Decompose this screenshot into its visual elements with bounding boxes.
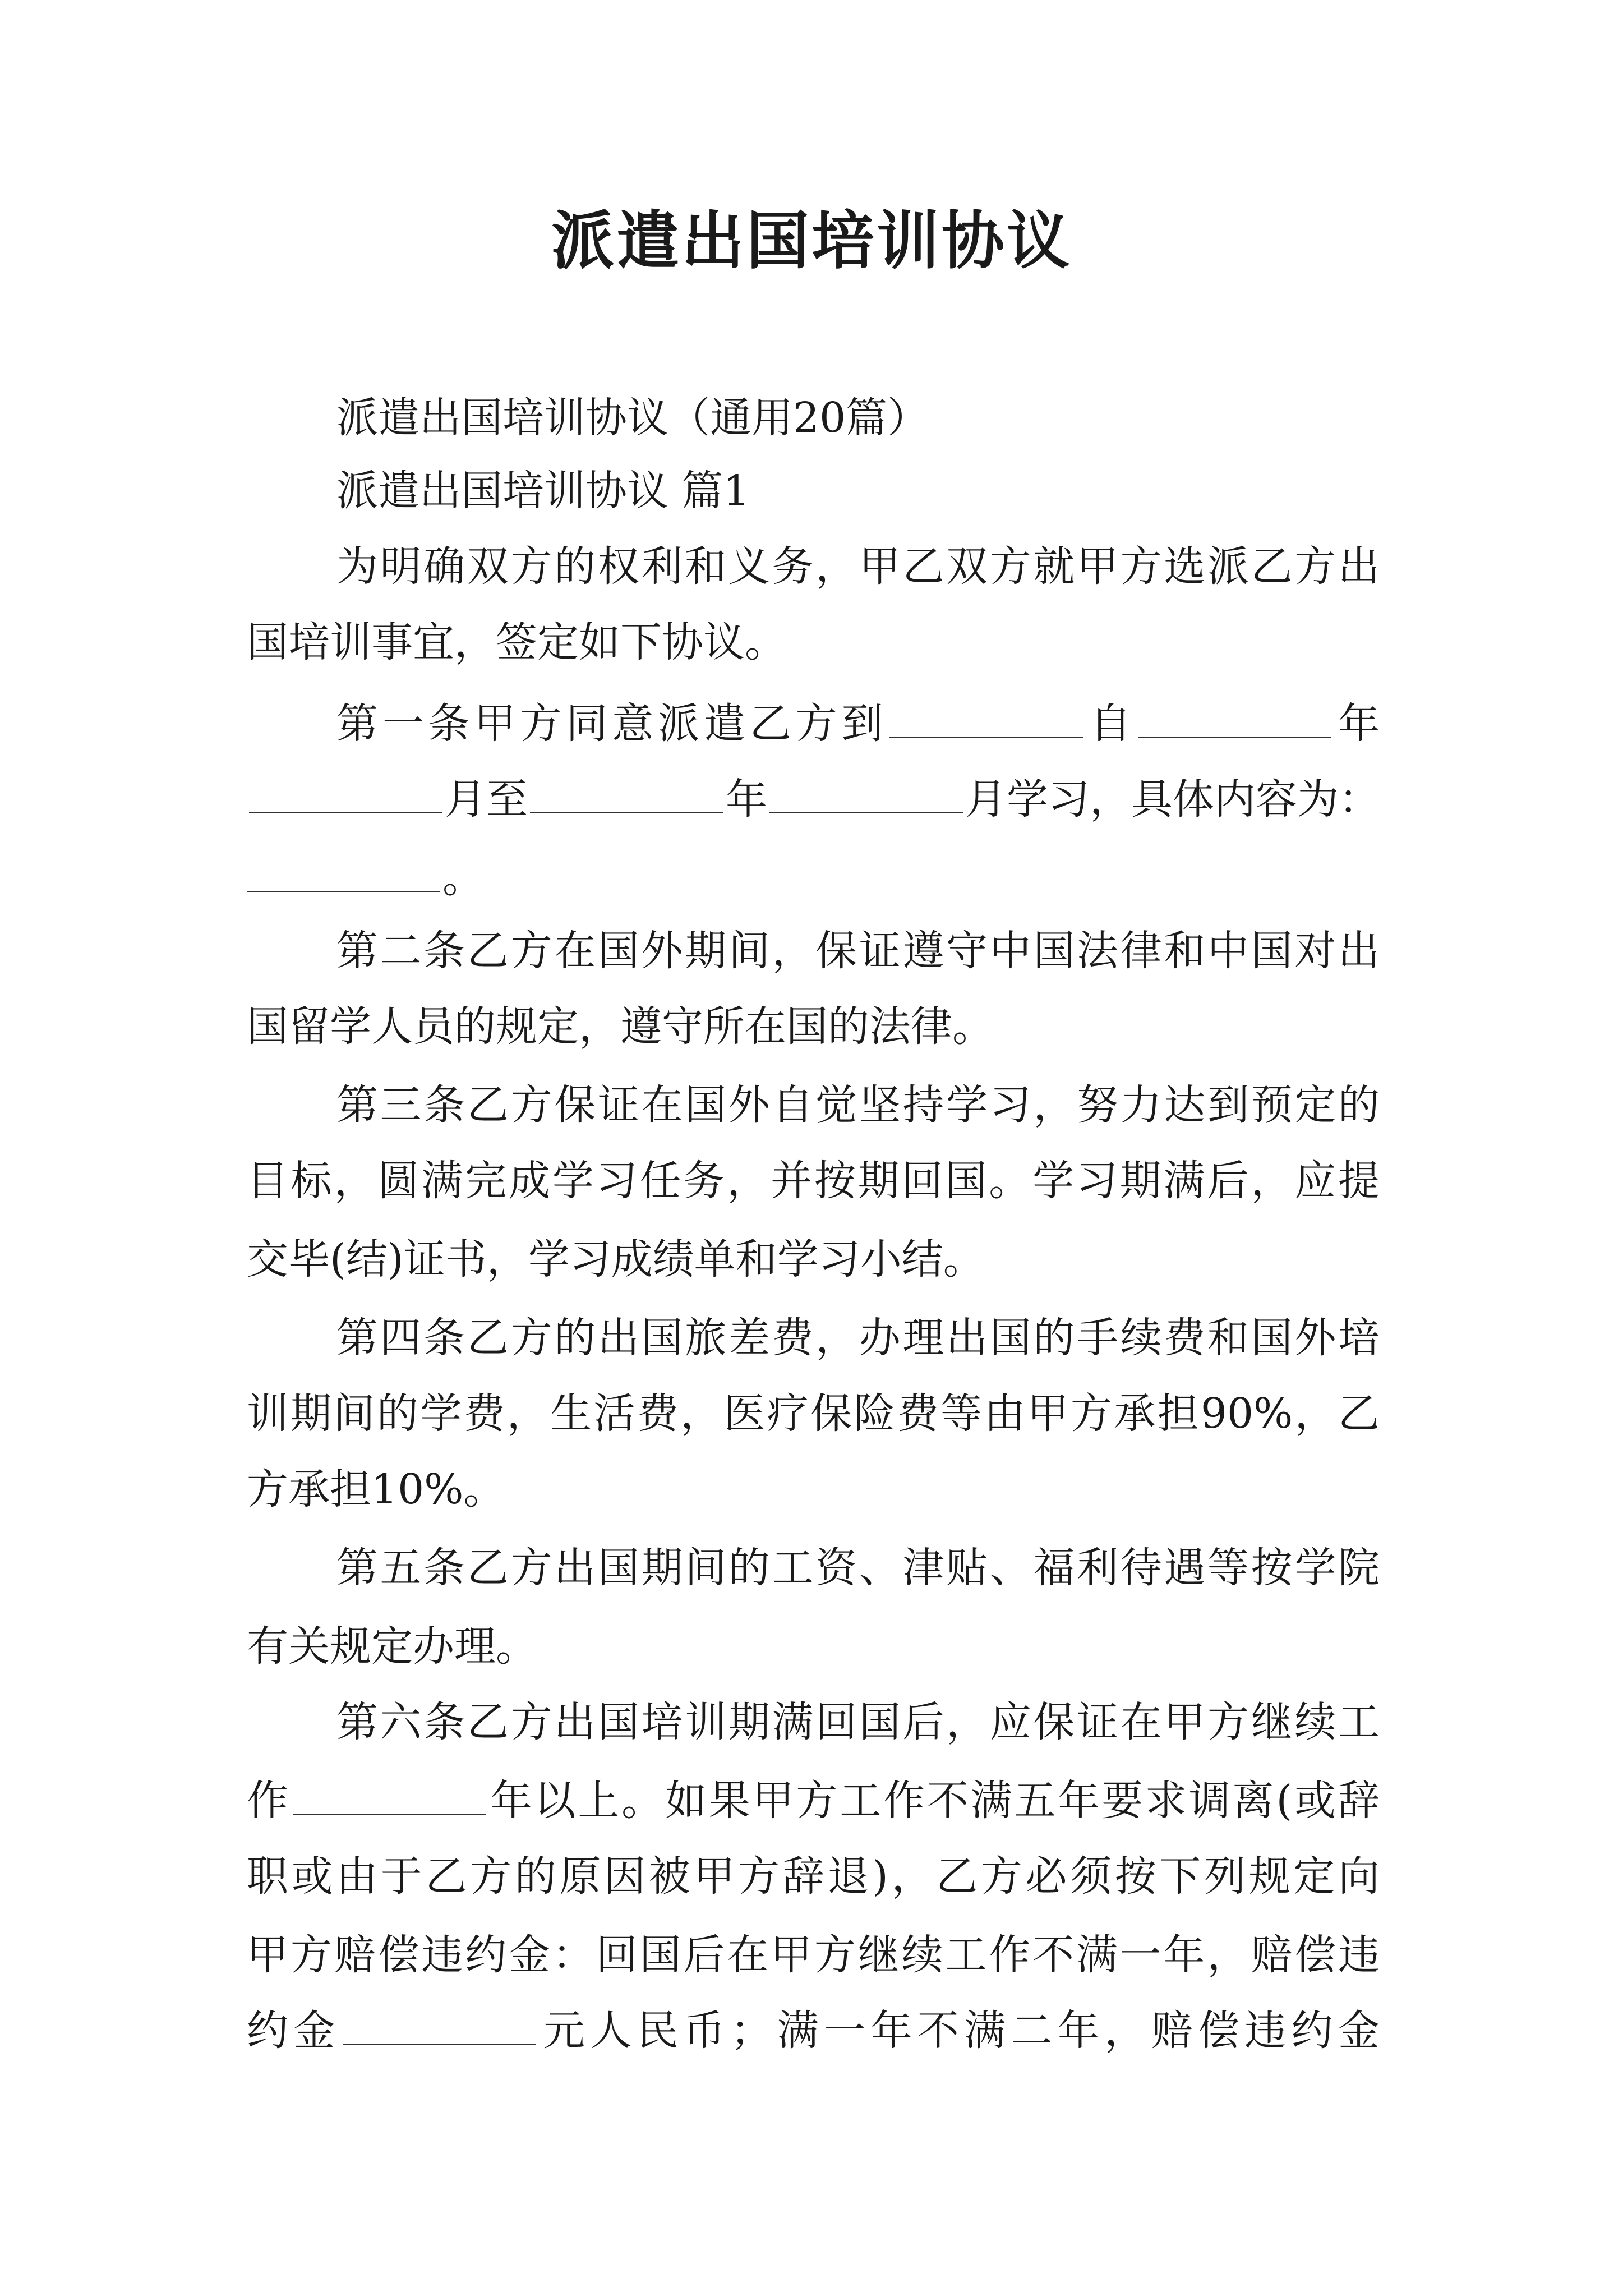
article-3-line-1: 第三条乙方保证在国外自觉坚持学习，努力达到预定的 — [336, 1081, 1380, 1129]
article-1-text-g: 。 — [442, 854, 484, 902]
article-6-text-a: 作 — [247, 1777, 291, 1825]
document-title: 派遣出国培训协议 — [551, 204, 1072, 278]
article-6-line-3: 职或由于乙方的原因被甲方辞退)，乙方必须按下列规定向 — [247, 1852, 1380, 1901]
article-1-text-d: 月至 — [445, 775, 528, 823]
article-6-text-c: 约金 — [247, 2007, 340, 2055]
fill-blank-start-year[interactable] — [1138, 703, 1331, 738]
article-2-line-1: 第二条乙方在国外期间，保证遵守中国法律和中国对出 — [336, 927, 1380, 975]
article-4-line-2: 训期间的学费，生活费，医疗保险费等由甲方承担90%，乙 — [247, 1389, 1380, 1438]
collection-heading: 派遣出国培训协议（通用20篇） — [336, 394, 929, 442]
article-2-line-2: 国留学人员的规定，遵守所在国的法律。 — [247, 1002, 994, 1051]
fill-blank-penalty-amount[interactable] — [343, 2010, 536, 2045]
fill-blank-content[interactable] — [247, 857, 440, 892]
article-6-text-b: 年以上。如果甲方工作不满五年要求调离(或辞 — [488, 1777, 1380, 1825]
fill-blank-end-month[interactable] — [769, 779, 963, 813]
intro-line-2: 国培训事宜，签定如下协议。 — [247, 618, 786, 666]
part-heading: 派遣出国培训协议 篇1 — [336, 467, 750, 515]
article-1-line-1 — [336, 693, 1380, 754]
article-1-line-3 — [247, 847, 484, 909]
article-4-line-3: 方承担10%。 — [247, 1465, 505, 1513]
article-6-line-5 — [247, 2000, 1380, 2062]
article-6-line-1: 第六条乙方出国培训期满回国后，应保证在甲方继续工 — [336, 1698, 1380, 1746]
article-3-line-3: 交毕(结)证书，学习成绩单和学习小结。 — [247, 1235, 985, 1283]
article-6-line-2 — [247, 1770, 1380, 1832]
article-1-text-c: 年 — [1334, 700, 1380, 748]
article-5-line-2: 有关规定办理。 — [247, 1622, 537, 1671]
article-1-text-a: 第一条甲方同意派遣乙方到 — [336, 700, 888, 748]
article-4-line-1: 第四条乙方的出国旅差费，办理出国的手续费和国外培 — [336, 1314, 1380, 1362]
fill-blank-service-years[interactable] — [293, 1780, 486, 1815]
article-1-text-f: 月学习，具体内容为： — [965, 775, 1380, 823]
article-5-line-1: 第五条乙方出国期间的工资、津贴、福利待遇等按学院 — [336, 1544, 1380, 1592]
intro-line-1: 为明确双方的权利和义务，甲乙双方就甲方选派乙方出 — [336, 542, 1380, 591]
fill-blank-destination[interactable] — [889, 703, 1083, 738]
article-1-text-e: 年 — [726, 775, 767, 823]
article-3-line-2: 目标，圆满完成学习任务，并按期回国。学习期满后，应提 — [247, 1157, 1380, 1205]
article-1-text-b: 自 — [1085, 700, 1136, 748]
fill-blank-end-year[interactable] — [530, 779, 723, 813]
fill-blank-start-month[interactable] — [249, 779, 442, 813]
article-6-line-4: 甲方赔偿违约金：回国后在甲方继续工作不满一年，赔偿违 — [247, 1931, 1380, 1979]
article-6-text-d: 元人民币；满一年不满二年，赔偿违约金 — [538, 2007, 1380, 2055]
article-1-line-2 — [247, 769, 1380, 830]
